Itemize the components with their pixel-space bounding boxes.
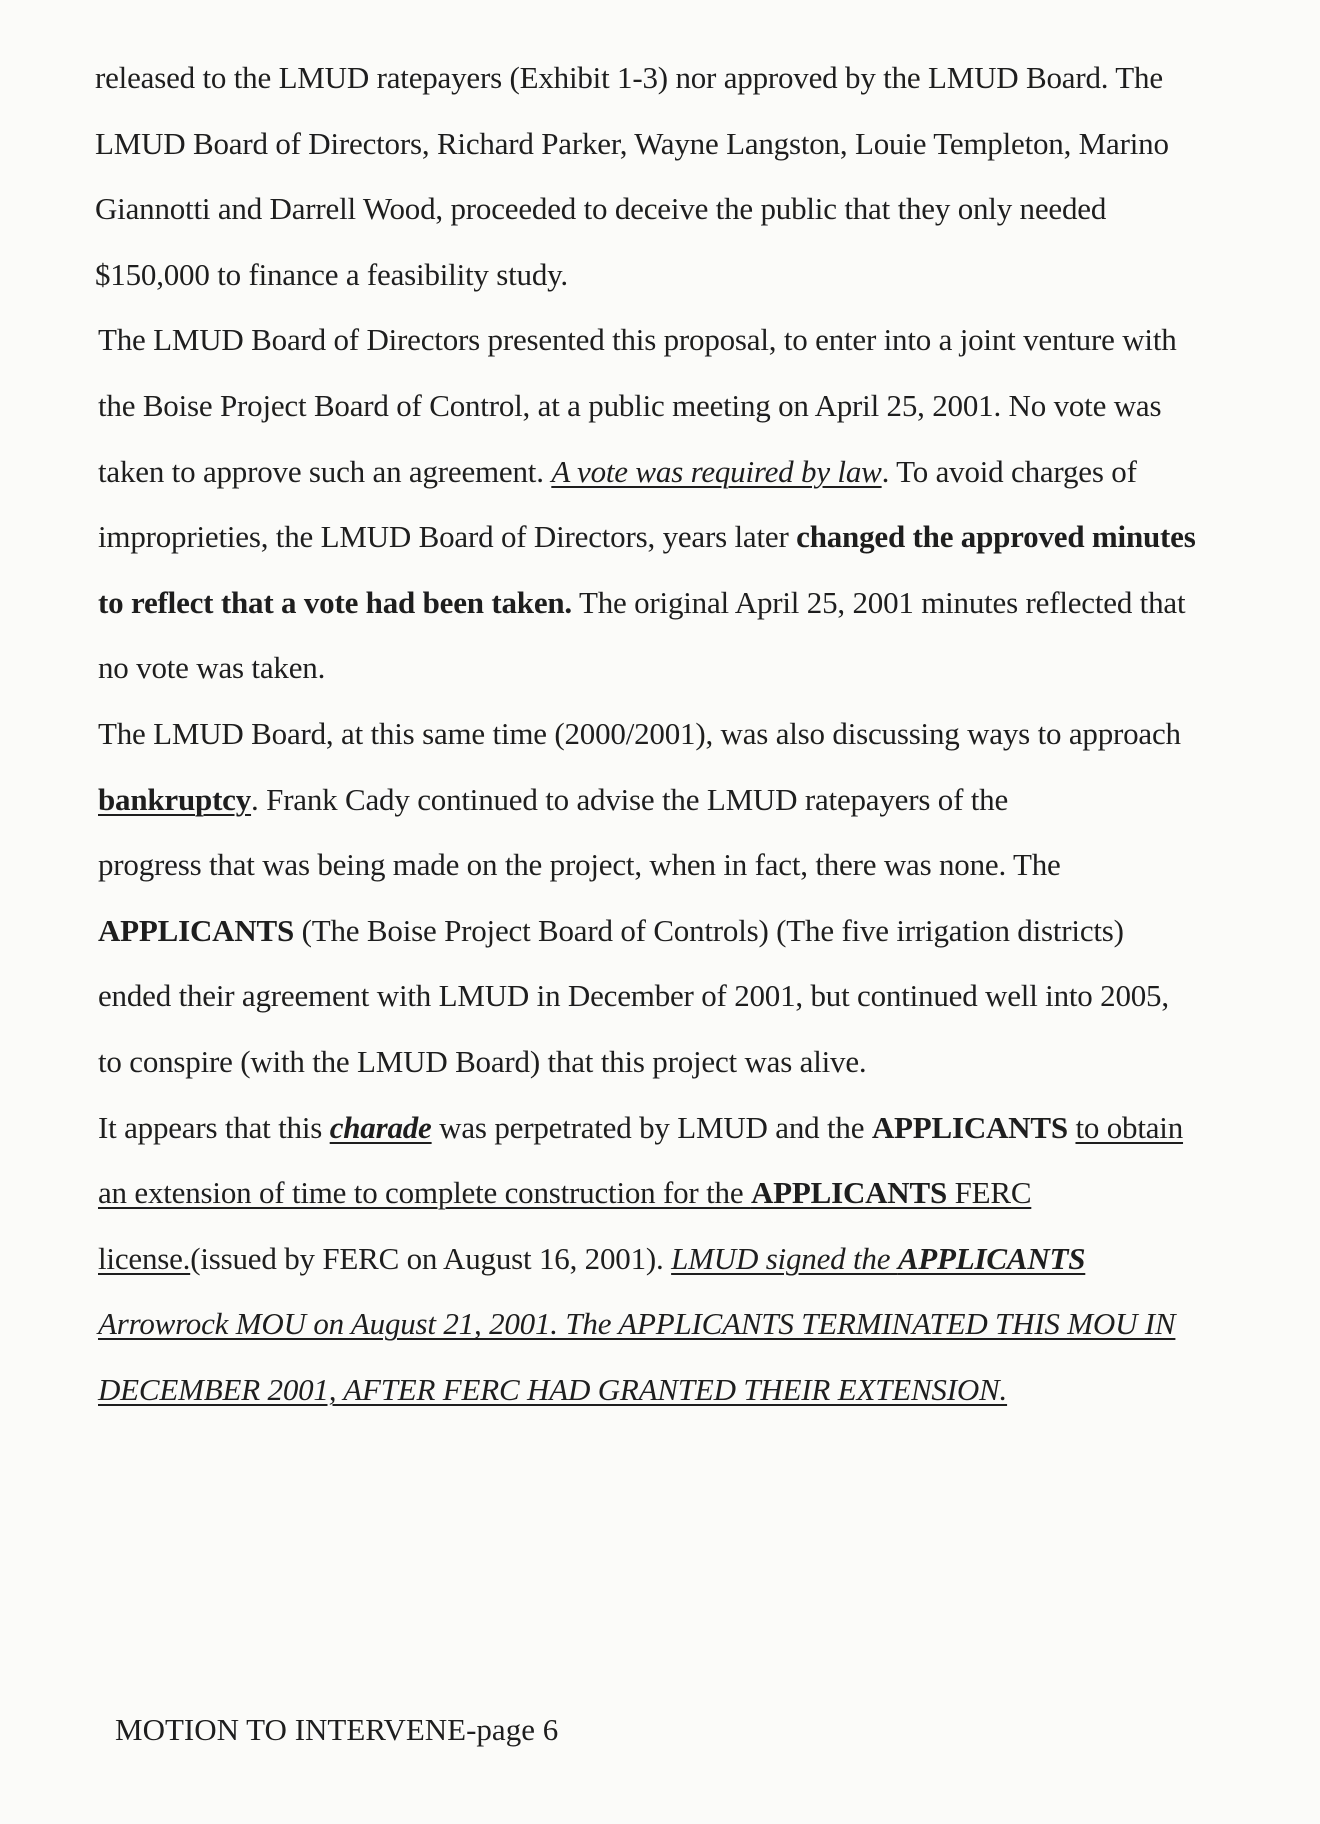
text-run: changed the approved minutes <box>796 519 1196 555</box>
text-run: . To avoid charges of <box>881 453 1137 489</box>
text-line <box>98 976 1169 1016</box>
text-line <box>98 452 1137 492</box>
text-run: A vote was required by law <box>551 453 882 489</box>
text-run: LMUD signed the <box>671 1240 898 1276</box>
text-line <box>95 255 568 295</box>
text-line <box>98 1042 866 1082</box>
text-run: Giannotti and Darrell Wood, proceeded to deceive the public that they only needed <box>95 191 1107 227</box>
text-line <box>98 1173 1031 1213</box>
text-run: license. <box>98 1240 191 1276</box>
text-line <box>98 1108 1183 1148</box>
text-line <box>98 714 1181 754</box>
text-line <box>98 517 1196 557</box>
text-line <box>98 1304 1175 1344</box>
text-line <box>98 1370 1007 1410</box>
text-line <box>98 911 1124 951</box>
text-run: no vote was taken. <box>98 650 326 686</box>
text-run: improprieties, the LMUD Board of Directors, years later <box>98 519 797 555</box>
text-run: to conspire (with the LMUD Board) that this project was alive. <box>98 1044 867 1079</box>
text-run: taken to approve such an agreement. <box>98 453 552 489</box>
text-run: The original April 25, 2001 minutes reflected that <box>571 584 1186 620</box>
text-run: FERC <box>947 1175 1032 1211</box>
text-run: APPLICANTS <box>897 1240 1086 1276</box>
text-run: APPLICANTS <box>98 912 295 948</box>
text-run: charade <box>329 1109 432 1145</box>
text-line <box>98 386 1161 426</box>
text-run: DECEMBER 2001, AFTER FERC HAD GRANTED THEIR EXTENSION. <box>98 1372 1008 1407</box>
text-run: It appears that this <box>98 1109 330 1145</box>
text-run: ended their agreement with LMUD in December of 2001, but continued well into 2005, <box>98 978 1169 1014</box>
text-run: APPLICANTS <box>750 1175 948 1211</box>
text-line <box>98 845 1061 885</box>
text-line <box>98 648 325 688</box>
text-run: APPLICANTS <box>871 1109 1068 1145</box>
text-line <box>98 1239 1085 1279</box>
text-line <box>95 124 1169 164</box>
text-run: was perpetrated by LMUD and the <box>431 1109 872 1145</box>
text-run: progress that was being made on the project, when in fact, there was none. The <box>98 847 1061 883</box>
text-line <box>98 320 1177 360</box>
text-run: . Frank Cady continued to advise the LMUD ratepayers of the <box>251 781 1009 817</box>
text-run: bankruptcy <box>98 781 252 817</box>
text-run: the Boise Project Board of Control, at a public meeting on April 25, 2001. No vote was <box>98 388 1162 423</box>
page-footer: MOTION TO INTERVENE-page 6 <box>115 1712 559 1747</box>
text-line <box>98 583 1185 623</box>
text-run: The LMUD Board, at this same time (2000/2001), was also discussing ways to approach <box>98 716 1181 751</box>
text-run: released to the LMUD ratepayers (Exhibit 1-3) nor approved by the LMUD Board. The <box>95 60 1163 95</box>
text-run: an extension of time to complete construction for the <box>98 1175 751 1211</box>
text-run: $150,000 to finance a feasibility study. <box>95 256 568 292</box>
text-run: (issued by FERC on August 16, 2001). <box>190 1240 672 1276</box>
text-run: to obtain <box>1075 1109 1184 1145</box>
text-run: Arrowrock MOU on August 21, 2001. The APPLICANTS TERMINATED THIS MOU IN <box>98 1306 1176 1342</box>
text-line <box>95 189 1106 229</box>
text-run: The LMUD Board of Directors presented this proposal, to enter into a joint venture with <box>98 322 1177 358</box>
text-line <box>98 780 1008 820</box>
text-run: LMUD Board of Directors, Richard Parker, Wayne Langston, Louie Templeton, Marino <box>95 125 1169 161</box>
text-line <box>95 58 1163 98</box>
text-run: to reflect that a vote had been taken. <box>98 584 572 620</box>
text-run: (The Boise Project Board of Controls) (The five irrigation districts) <box>294 912 1124 948</box>
